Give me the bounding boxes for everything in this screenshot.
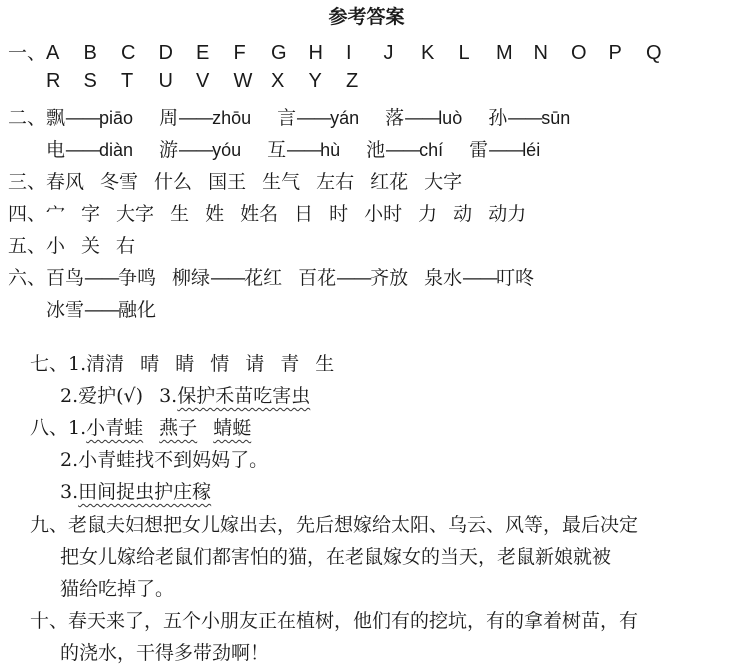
phrase: 百花: [298, 267, 337, 289]
word: 生: [170, 203, 190, 225]
pinyin: yán: [330, 108, 360, 128]
section-2-row-1: [8, 103, 570, 130]
pinyin-row-1: [46, 107, 570, 129]
phrase-pairs-row-1: [46, 267, 534, 289]
section-8-q2: 2.小青蛙找不到妈妈了。: [60, 449, 269, 471]
word: 什么: [154, 171, 193, 193]
hanzi: 孙: [488, 107, 508, 129]
hanzi: 池: [366, 139, 386, 161]
letter: Z: [346, 70, 359, 92]
section-9-line-2: 把女儿嫁给老鼠们都害怕的猫，在老鼠嫁女的当天，老鼠新娘就被: [60, 546, 612, 568]
word: 小时: [364, 203, 403, 225]
phrase: 花红: [244, 267, 283, 289]
underlined-word-list: [86, 417, 251, 439]
section-10-line-1: [30, 606, 638, 633]
word: 睛: [175, 353, 195, 375]
word: 清清: [86, 353, 125, 375]
hanzi: 电: [46, 139, 66, 161]
section-8-number: 八、: [30, 417, 69, 439]
dash-separator: ——: [84, 267, 119, 289]
dash-separator: ——: [84, 299, 119, 321]
hanzi: 游: [159, 139, 179, 161]
dash-separator: ——: [336, 267, 371, 289]
word: 力: [418, 203, 438, 225]
letter: C: [121, 42, 136, 64]
word: 字: [81, 203, 101, 225]
section-4-number: 四、: [8, 203, 47, 225]
section-6-row-2: [46, 295, 156, 322]
section-1-number: 一、: [8, 42, 47, 64]
letter: A: [46, 42, 60, 64]
section-9-line-1: [30, 510, 638, 537]
paragraph-line: 春天来了，五个小朋友正在植树，他们有的挖坑，有的拿着树苗，有: [68, 610, 639, 632]
word: 时: [329, 203, 349, 225]
letter: I: [346, 42, 352, 64]
section-8-q1: [30, 413, 251, 440]
letter: F: [233, 42, 246, 64]
section-9-number: 九、: [30, 514, 69, 536]
letter: O: [571, 42, 587, 64]
word-list: [86, 353, 334, 375]
dash-separator: ——: [462, 267, 497, 289]
section-8-q3: [60, 477, 211, 504]
section-6-number: 六、: [8, 267, 47, 289]
dash-separator: ——: [286, 139, 321, 161]
word: 冬雪: [100, 171, 139, 193]
phrase: 争鸣: [118, 267, 157, 289]
word-list: [46, 171, 462, 193]
question-number: 3.: [60, 481, 79, 503]
word: 宀: [46, 203, 66, 225]
word: 晴: [140, 353, 160, 375]
letter: L: [458, 42, 470, 64]
letter: T: [121, 70, 134, 92]
section-10-line-2: 的浇水，干得多带劲啊！: [60, 642, 270, 664]
section-7-q2-q3: [60, 381, 310, 408]
pinyin: sūn: [541, 108, 571, 128]
word-list: [46, 203, 526, 225]
word: 请: [245, 353, 265, 375]
page-title: 参考答案: [328, 6, 405, 28]
pinyin: piāo: [99, 108, 134, 128]
section-5: [8, 231, 135, 258]
pinyin: zhōu: [212, 108, 252, 128]
answer-text: 爱护(√): [78, 385, 144, 407]
word: 春风: [46, 171, 85, 193]
pinyin: hù: [320, 140, 341, 160]
dash-separator: ——: [385, 139, 420, 161]
word: 情: [210, 353, 230, 375]
hanzi: 言: [277, 107, 297, 129]
section-3-number: 三、: [8, 171, 47, 193]
phrase: 百鸟: [46, 267, 85, 289]
dash-separator: ——: [507, 107, 542, 129]
hanzi: 周: [159, 107, 179, 129]
pinyin: chí: [419, 140, 444, 160]
phrase: 融化: [118, 299, 157, 321]
section-4: [8, 199, 526, 226]
hanzi: 雷: [469, 139, 489, 161]
letter: J: [383, 42, 394, 64]
letter: K: [421, 42, 435, 64]
phrase: 柳绿: [172, 267, 211, 289]
word: 燕子: [159, 417, 198, 439]
dash-separator: ——: [65, 139, 100, 161]
word: 姓名: [240, 203, 279, 225]
dash-separator: ——: [210, 267, 245, 289]
question-number: 2.: [60, 385, 79, 407]
phrase: 冰雪: [46, 299, 85, 321]
phrase: 泉水: [424, 267, 463, 289]
pinyin: luò: [438, 108, 463, 128]
word: 红花: [370, 171, 409, 193]
letter: U: [158, 70, 173, 92]
letter: M: [496, 42, 513, 64]
word: 大字: [116, 203, 155, 225]
dash-separator: ——: [65, 107, 100, 129]
section-6-row-1: [8, 263, 534, 290]
answer-text-underlined: 保护禾苗吃害虫: [177, 385, 311, 407]
dash-separator: ——: [488, 139, 523, 161]
question-number: 1.: [68, 353, 87, 375]
word: 生: [315, 353, 335, 375]
word: 小: [46, 235, 66, 257]
word: 动: [453, 203, 473, 225]
letter: G: [271, 42, 287, 64]
hanzi: 飘: [46, 107, 66, 129]
alphabet-row-2: [46, 70, 384, 92]
section-9-line-3: 猫给吃掉了。: [60, 578, 175, 600]
section-7-q1: [30, 349, 334, 376]
dash-separator: ——: [404, 107, 439, 129]
section-10-number: 十、: [30, 610, 69, 632]
dash-separator: ——: [178, 107, 213, 129]
alphabet-row-1: [46, 42, 684, 64]
word: 姓: [205, 203, 225, 225]
dash-separator: ——: [178, 139, 213, 161]
letter: W: [233, 70, 253, 92]
word: 大字: [424, 171, 463, 193]
word: 小青蛙: [86, 417, 144, 439]
letter: S: [83, 70, 97, 92]
section-2-number: 二、: [8, 107, 47, 129]
letter: B: [83, 42, 97, 64]
pinyin: yóu: [212, 140, 242, 160]
section-7-number: 七、: [30, 353, 69, 375]
letter: H: [308, 42, 323, 64]
letter: E: [196, 42, 210, 64]
word: 日: [294, 203, 314, 225]
letter: D: [158, 42, 173, 64]
dash-separator: ——: [296, 107, 331, 129]
answer-text-underlined: 田间捉虫护庄稼: [78, 481, 212, 503]
hanzi: 落: [385, 107, 405, 129]
phrase-pairs-row-2: [46, 299, 156, 321]
section-3: [8, 167, 462, 194]
word: 生气: [262, 171, 301, 193]
word: 右: [116, 235, 136, 257]
pinyin: diàn: [99, 140, 134, 160]
pinyin-row-2: [46, 139, 540, 161]
section-2-row-2: [46, 135, 540, 162]
pinyin: léi: [522, 140, 541, 160]
word: 青: [280, 353, 300, 375]
letter: Y: [308, 70, 322, 92]
letter: V: [196, 70, 210, 92]
letter: N: [533, 42, 548, 64]
letter: Q: [646, 42, 662, 64]
hanzi: 互: [267, 139, 287, 161]
question-number: 3.: [159, 385, 178, 407]
section-1-row-1: [8, 38, 684, 65]
phrase: 齐放: [370, 267, 409, 289]
letter: X: [271, 70, 285, 92]
letter: R: [46, 70, 61, 92]
question-number: 1.: [68, 417, 87, 439]
section-1-row-2: [46, 70, 384, 93]
section-5-number: 五、: [8, 235, 47, 257]
paragraph-line: 老鼠夫妇想把女儿嫁出去，先后想嫁给太阳、乌云、风等，最后决定: [68, 514, 639, 536]
word: 蜻蜓: [213, 417, 252, 439]
phrase: 叮咚: [496, 267, 535, 289]
word-list: [46, 235, 135, 257]
word: 动力: [488, 203, 527, 225]
word: 国王: [208, 171, 247, 193]
word: 关: [81, 235, 101, 257]
word: 左右: [316, 171, 355, 193]
letter: P: [608, 42, 622, 64]
